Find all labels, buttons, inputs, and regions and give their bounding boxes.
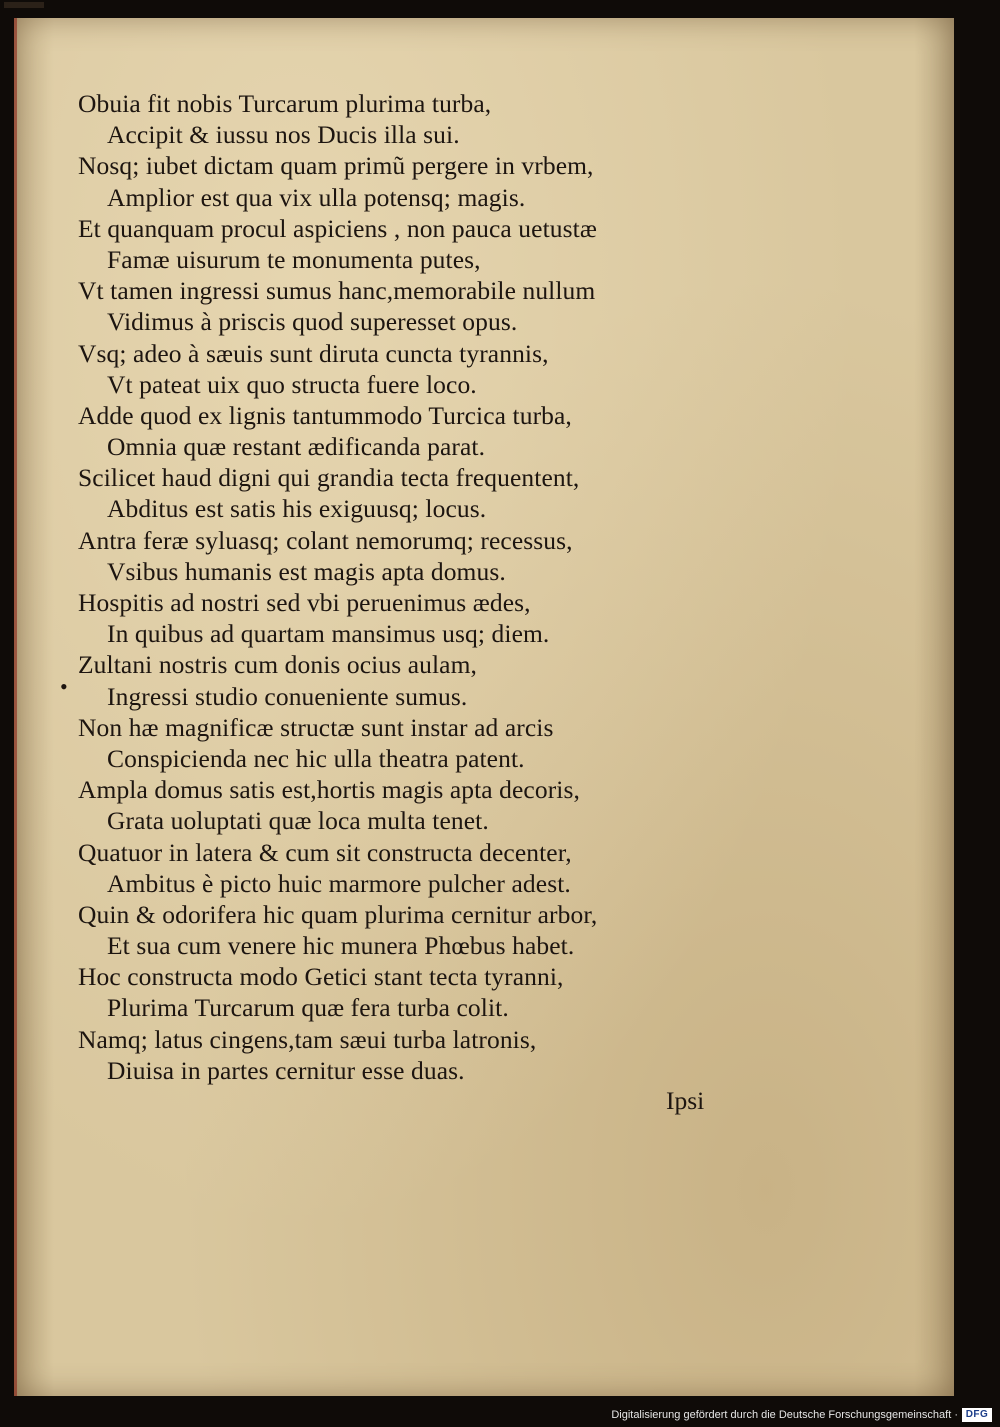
poem-line: Vsq; adeo à sæuis sunt diruta cuncta tyrannis, bbox=[78, 338, 549, 368]
poem-line-indented: Conspicienda nec hic ulla theatra patent. bbox=[107, 743, 525, 773]
poem-line: Obuia fit nobis Turcarum plurima turba, bbox=[78, 89, 492, 118]
poem-line-indented: Accipit & iussu nos Ducis illa sui. bbox=[107, 120, 460, 150]
poem-line: Quatuor in latera & cum sit constructa decenter, bbox=[78, 837, 572, 867]
poem-line: Vt tamen ingressi sumus hanc,memorabile nullum bbox=[78, 276, 596, 306]
poem-line-indented: Plurima Turcarum quæ fera turba colit. bbox=[107, 993, 509, 1023]
poem-line-indented: In quibus ad quartam mansimus usq; diem. bbox=[107, 619, 550, 649]
poem-line: Quin & odorifera hic quam plurima cernitur arbor, bbox=[78, 899, 598, 929]
poem-line-indented: Omnia quæ restant ædificanda parat. bbox=[107, 432, 486, 462]
poem-line-indented: Vsibus humanis est magis apta domus. bbox=[107, 556, 506, 586]
poem-line-indented: Grata uoluptati quæ loca multa tenet. bbox=[107, 806, 489, 836]
footer-credit: Digitalisierung gefördert durch die Deutsche Forschungsgemeinschaft · bbox=[611, 1409, 958, 1421]
poem-line: Adde quod ex lignis tantummodo Turcica turba, bbox=[78, 400, 572, 430]
poem-line: Nosq; iubet dictam quam primũ pergere in vrbem, bbox=[78, 151, 594, 181]
poem-line: Et quanquam procul aspiciens , non pauca uetustæ bbox=[78, 213, 597, 243]
poem-line-indented: Vidimus à priscis quod superesset opus. bbox=[107, 307, 518, 337]
poem-line-indented: Vt pateat uix quo structa fuere loco. bbox=[107, 369, 477, 399]
poem-line: Namq; latus cingens,tam sæui turba latronis, bbox=[78, 1024, 537, 1054]
poem-line-indented: Ambitus è picto huic marmore pulcher adest. bbox=[107, 868, 571, 898]
poem-line-indented: Diuisa in partes cernitur esse duas. bbox=[107, 1055, 465, 1085]
poem-line: Antra feræ syluasq; colant nemorumq; recessus, bbox=[78, 525, 573, 555]
poem-line-indented: Ingressi studio conueniente sumus. bbox=[107, 681, 468, 711]
poem-line: Zultani nostris cum donis ocius aulam, bbox=[78, 650, 477, 680]
poem-line-indented: Amplior est qua vix ulla potensq; magis. bbox=[107, 182, 526, 212]
poem-line: Hospitis ad nostri sed vbi peruenimus ædes, bbox=[78, 588, 531, 617]
poem-line-indented: Et sua cum venere hic munera Phœbus habet. bbox=[107, 931, 575, 961]
margin-mark: • bbox=[60, 674, 68, 699]
poem-line: Ampla domus satis est,hortis magis apta decoris, bbox=[78, 775, 580, 805]
catchword: Ipsi bbox=[666, 1086, 705, 1115]
poem-line-indented: Famæ uisurum te monumenta putes, bbox=[107, 244, 481, 274]
poem-text-block bbox=[78, 88, 838, 1086]
poem-line: Non hæ magnificæ structæ sunt instar ad arcis bbox=[78, 712, 554, 742]
footer-bar bbox=[0, 1401, 1000, 1427]
poem-line-indented: Abditus est satis his exiguusq; locus. bbox=[107, 494, 487, 524]
poem-line: Hoc constructa modo Getici stant tecta tyranni, bbox=[78, 962, 564, 992]
scan-corner-strip bbox=[4, 2, 44, 8]
dfg-logo-icon: DFG bbox=[962, 1408, 992, 1422]
page-gutter-edge bbox=[14, 18, 17, 1396]
poem-line: Scilicet haud digni qui grandia tecta frequentent, bbox=[78, 463, 580, 493]
